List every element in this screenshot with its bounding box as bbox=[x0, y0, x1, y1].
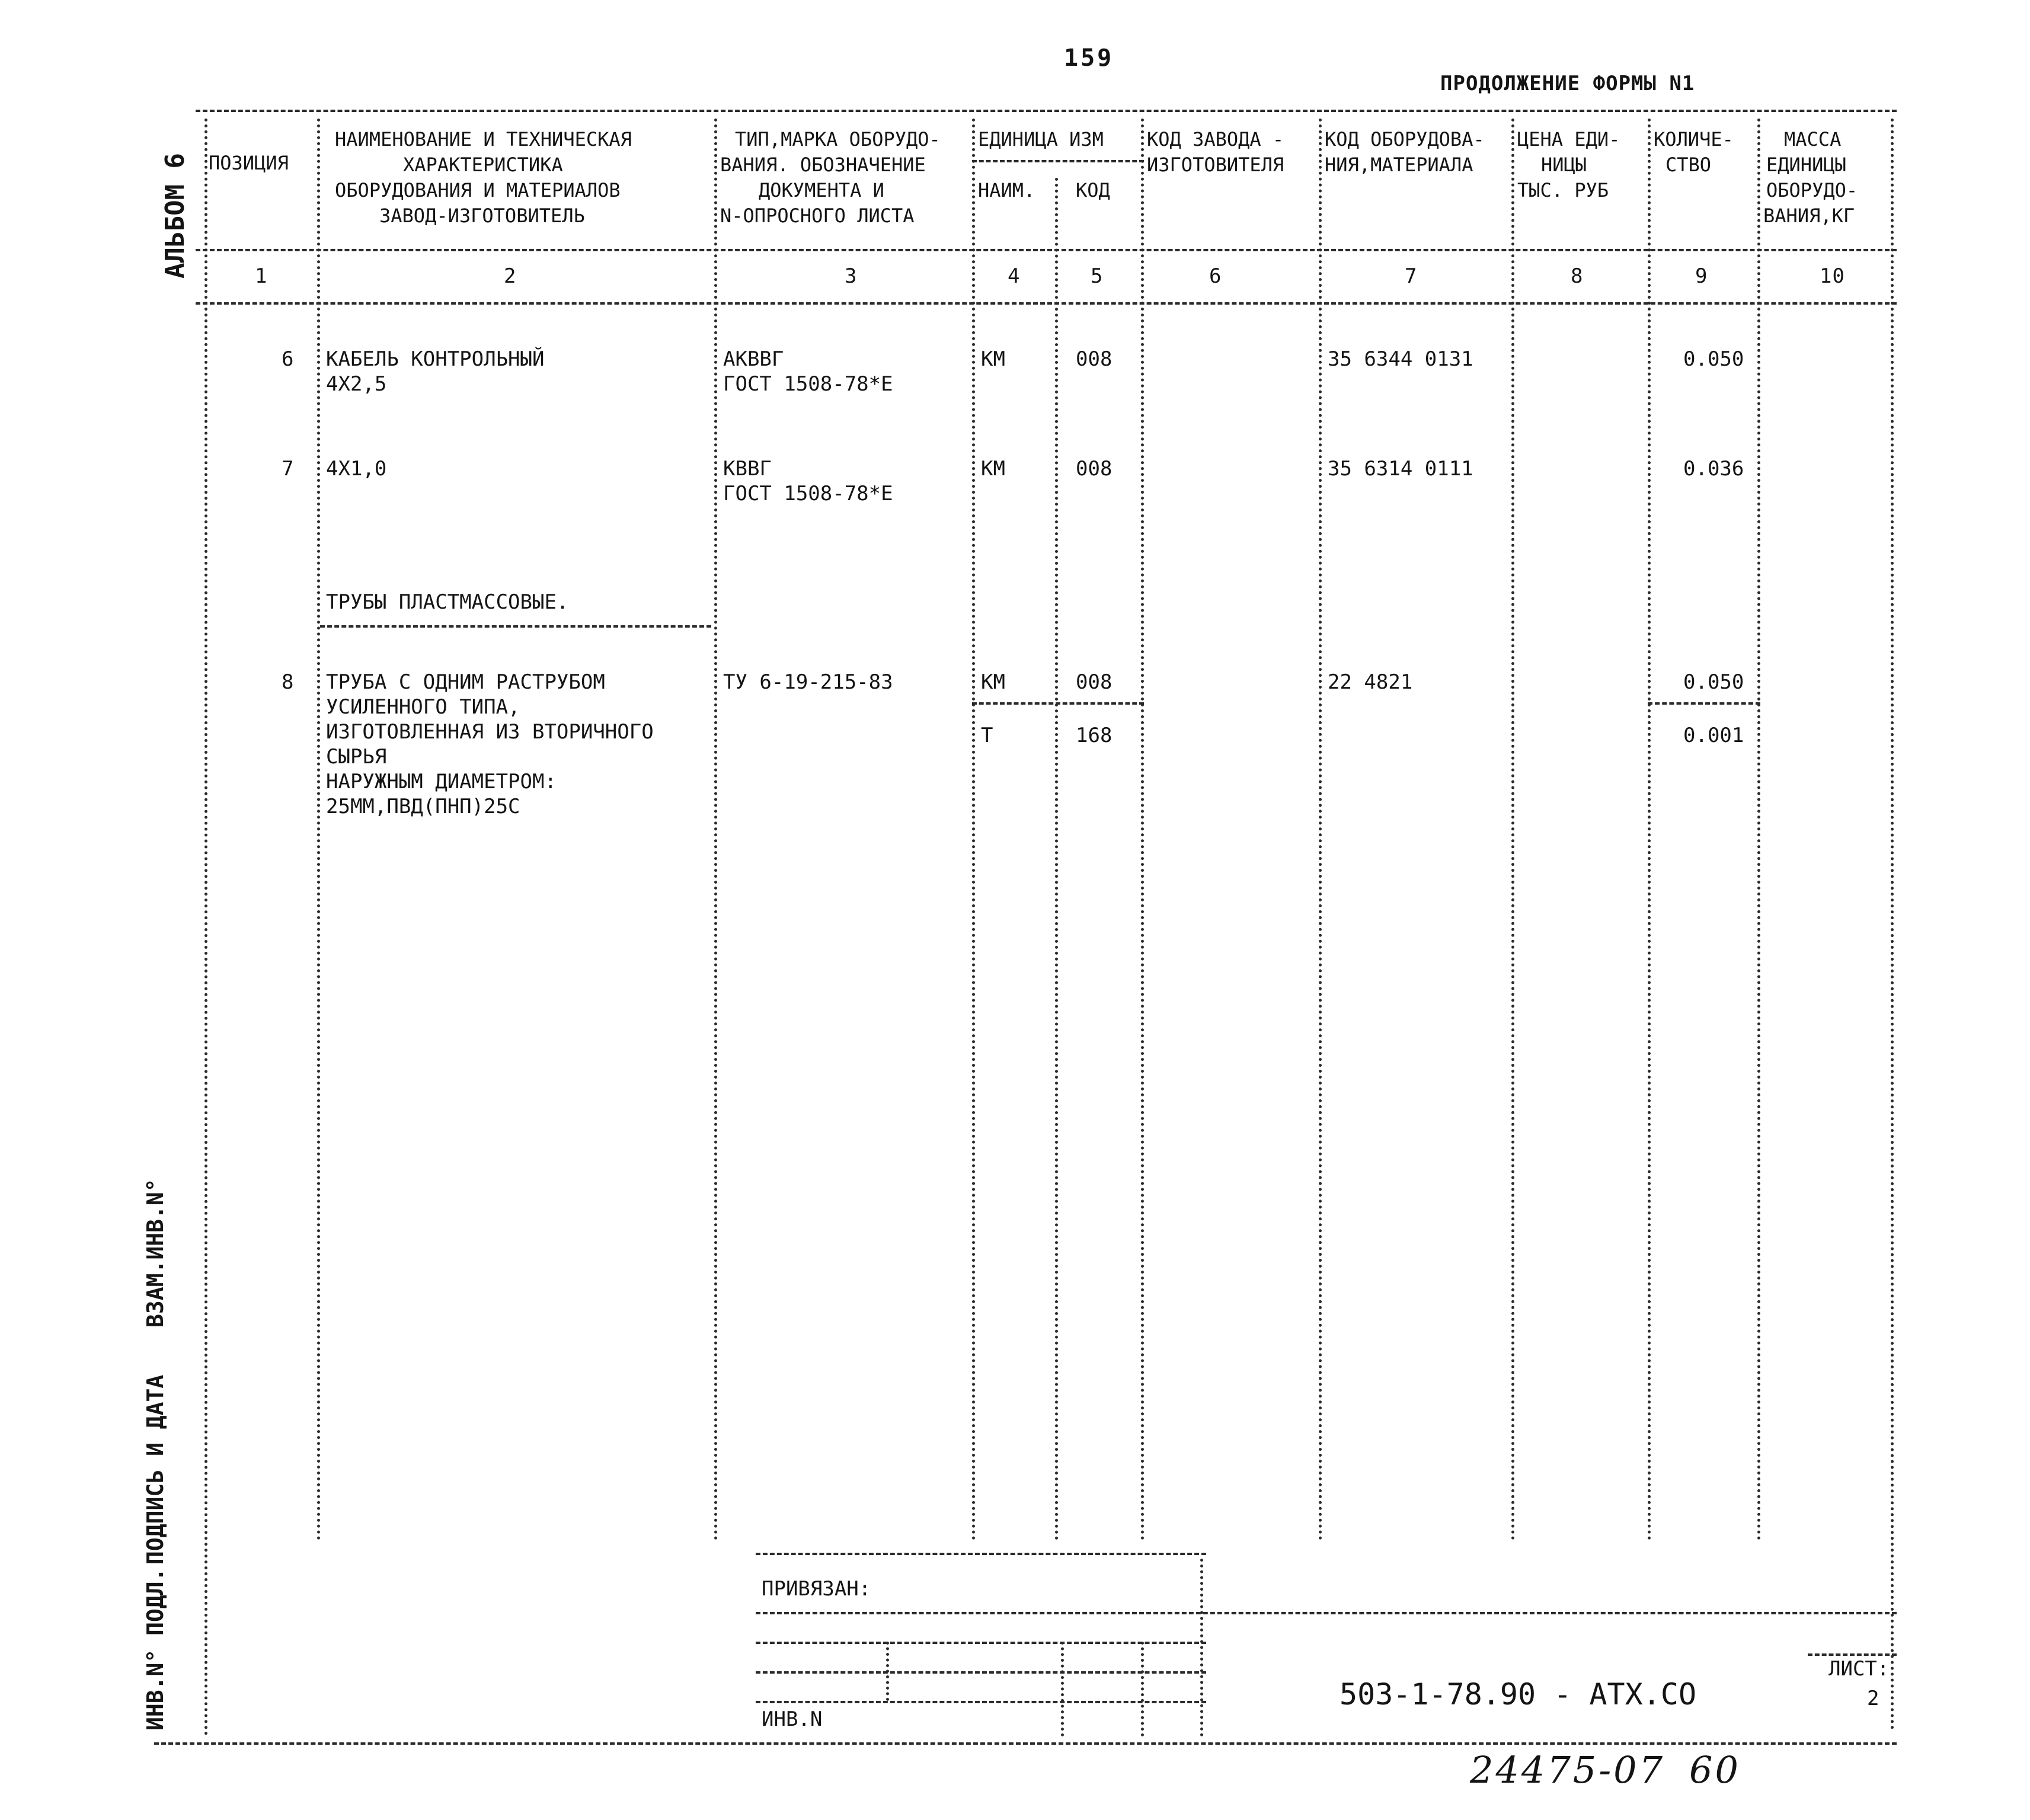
sub-rule-unit bbox=[972, 702, 1144, 705]
row8-code-2: 168 bbox=[1076, 724, 1112, 747]
col-sep-9 bbox=[1757, 119, 1760, 1541]
bottom-rule bbox=[154, 1742, 1897, 1745]
inv-label: ИНВ.N bbox=[762, 1707, 823, 1731]
row8-type: ТУ 6-19-215-83 bbox=[723, 670, 893, 694]
header-c10-l2: ЕДИНИЦЫ bbox=[1766, 153, 1846, 176]
header-c8-l1: ЦЕНА ЕДИ- bbox=[1517, 128, 1620, 151]
row6-unit: КМ bbox=[981, 347, 1005, 371]
top-rule bbox=[196, 110, 1897, 112]
album-label: АЛЬБОМ 6 bbox=[160, 153, 190, 279]
footer-sep-b bbox=[1061, 1642, 1064, 1736]
sheet-label: ЛИСТ: bbox=[1828, 1657, 1890, 1681]
row8-name-l3: ИЗГОТОВЛЕННАЯ ИЗ ВТОРИЧНОГО bbox=[326, 720, 654, 744]
row7-qty: 0.036 bbox=[1683, 457, 1744, 481]
colnum-5: 5 bbox=[1091, 264, 1104, 288]
header-c45: ЕДИНИЦА ИЗМ bbox=[978, 128, 1104, 151]
stamp-podpis-data: ПОДПИСЬ И ДАТА bbox=[142, 1374, 168, 1565]
row7-type-l2: ГОСТ 1508-78*Е bbox=[723, 482, 893, 506]
header-rule bbox=[196, 249, 1897, 251]
header-c7-l1: КОД ОБОРУДОВА- bbox=[1325, 128, 1485, 151]
header-c4: НАИМ. bbox=[978, 179, 1035, 201]
col-sep-8 bbox=[1648, 119, 1651, 1541]
row6-qty: 0.050 bbox=[1683, 347, 1744, 371]
colnum-3: 3 bbox=[845, 264, 858, 288]
header-c2-l1: НАИМЕНОВАНИЕ И ТЕХНИЧЕСКАЯ bbox=[335, 128, 632, 151]
header-c3-l2: ВАНИЯ. ОБОЗНАЧЕНИЕ bbox=[720, 153, 926, 176]
colnum-1: 1 bbox=[255, 264, 268, 288]
header-c9-l2: СТВО bbox=[1665, 153, 1712, 176]
sub-rule-qty bbox=[1648, 702, 1760, 705]
row7-name-l1: 4Х1,0 bbox=[326, 457, 387, 481]
row6-pos: 6 bbox=[282, 347, 294, 371]
header-c8-l2: НИЦЫ bbox=[1541, 153, 1587, 176]
header-c3-l1: ТИП,МАРКА ОБОРУДО- bbox=[735, 128, 941, 151]
page-number: 159 bbox=[1064, 44, 1114, 72]
col-sep-10 bbox=[1891, 119, 1894, 1731]
row6-type-l2: ГОСТ 1508-78*Е bbox=[723, 372, 893, 396]
header-c6-l1: КОД ЗАВОДА - bbox=[1147, 128, 1284, 151]
row8-name-l6: 25ММ,ПВД(ПНП)25С bbox=[326, 795, 520, 818]
row7-matcode: 35 6314 0111 bbox=[1328, 457, 1473, 481]
row6-name-l1: КАБЕЛЬ КОНТРОЛЬНЫЙ bbox=[326, 347, 545, 371]
section-heading: ТРУБЫ ПЛАСТМАССОВЫЕ. bbox=[326, 590, 569, 614]
header-c2-l4: ЗАВОД-ИЗГОТОВИТЕЛЬ bbox=[379, 204, 585, 227]
colnum-rule bbox=[196, 302, 1897, 305]
col-sep-6 bbox=[1319, 119, 1322, 1541]
sheet-rule bbox=[1808, 1653, 1897, 1656]
footer-rule-d bbox=[756, 1671, 1206, 1674]
row6-name-l2: 4Х2,5 bbox=[326, 372, 387, 396]
colnum-2: 2 bbox=[504, 264, 517, 288]
row8-qty-2: 0.001 bbox=[1683, 724, 1744, 747]
col-sep-1 bbox=[317, 119, 320, 1541]
row8-name-l2: УСИЛЕННОГО ТИПА, bbox=[326, 695, 520, 719]
header-c10-l1: МАССА bbox=[1784, 128, 1842, 151]
header-c10-l3: ОБОРУДО- bbox=[1766, 179, 1858, 201]
row8-name-l4: СЫРЬЯ bbox=[326, 745, 387, 769]
col-sep-4 bbox=[1055, 178, 1058, 1541]
col-sep-7 bbox=[1511, 119, 1514, 1541]
header-unit-rule bbox=[972, 160, 1144, 162]
footer-rule-c bbox=[756, 1642, 1206, 1644]
sheet-number: 2 bbox=[1867, 1687, 1879, 1710]
row8-unit-1: КМ bbox=[981, 670, 1005, 694]
stamp-inv-podl: ИНВ.N° ПОДЛ. bbox=[142, 1568, 168, 1731]
header-c7-l2: НИЯ,МАТЕРИАЛА bbox=[1325, 153, 1473, 176]
row8-pos: 8 bbox=[282, 670, 294, 694]
row7-unit: КМ bbox=[981, 457, 1005, 481]
handwritten-number: 24475-07 bbox=[1470, 1748, 1665, 1792]
footer-rule-e bbox=[756, 1701, 1206, 1703]
row6-code: 008 bbox=[1076, 347, 1112, 371]
continuation-title: ПРОДОЛЖЕНИЕ ФОРМЫ N1 bbox=[1440, 72, 1695, 95]
header-c9-l1: КОЛИЧЕ- bbox=[1654, 128, 1734, 151]
row8-name-l1: ТРУБА С ОДНИМ РАСТРУБОМ bbox=[326, 670, 605, 694]
row8-code-1: 008 bbox=[1076, 670, 1112, 694]
col-sep-3 bbox=[972, 119, 975, 1541]
trubi-underline bbox=[320, 625, 711, 628]
colnum-9: 9 bbox=[1695, 264, 1708, 288]
col-sep-5 bbox=[1141, 119, 1144, 1541]
footer-sep-a bbox=[1200, 1559, 1203, 1736]
doc-code: 503-1-78.90 - АТХ.СО bbox=[1340, 1677, 1697, 1712]
header-c3-l3: ДОКУМЕНТА И bbox=[759, 179, 884, 201]
header-c8-l3: ТЫС. РУБ bbox=[1517, 179, 1609, 201]
footer-sep-c bbox=[1141, 1642, 1144, 1736]
row8-matcode: 22 4821 bbox=[1328, 670, 1413, 694]
colnum-4: 4 bbox=[1008, 264, 1021, 288]
header-c2-l2: ХАРАКТЕРИСТИКА bbox=[403, 153, 563, 176]
row8-unit-2: Т bbox=[981, 724, 993, 747]
col-sep-2 bbox=[714, 119, 717, 1541]
colnum-7: 7 bbox=[1405, 264, 1418, 288]
header-c1: ПОЗИЦИЯ bbox=[209, 152, 289, 174]
row6-matcode: 35 6344 0131 bbox=[1328, 347, 1473, 371]
row8-name-l5: НАРУЖНЫМ ДИАМЕТРОМ: bbox=[326, 770, 557, 794]
footer-rule-b bbox=[756, 1612, 1897, 1614]
header-c5: КОД bbox=[1076, 179, 1110, 201]
colnum-8: 8 bbox=[1571, 264, 1584, 288]
colnum-6: 6 bbox=[1209, 264, 1222, 288]
row7-type-l1: КВВГ bbox=[723, 457, 772, 481]
col-sep-0 bbox=[204, 119, 207, 1736]
colnum-10: 10 bbox=[1820, 264, 1845, 288]
row7-pos: 7 bbox=[282, 457, 294, 481]
header-c10-l4: ВАНИЯ,КГ bbox=[1763, 204, 1855, 227]
handwritten-page: 60 bbox=[1689, 1748, 1741, 1792]
privyazan-label: ПРИВЯЗАН: bbox=[762, 1577, 871, 1601]
header-c6-l2: ИЗГОТОВИТЕЛЯ bbox=[1147, 153, 1284, 176]
header-c3-l4: N-ОПРОСНОГО ЛИСТА bbox=[720, 204, 915, 227]
row7-code: 008 bbox=[1076, 457, 1112, 481]
footer-rule-a bbox=[756, 1553, 1206, 1555]
row8-qty-1: 0.050 bbox=[1683, 670, 1744, 694]
footer-sep-d bbox=[886, 1642, 889, 1701]
stamp-vzam-inv: ВЗАМ.ИНВ.N° bbox=[142, 1178, 168, 1328]
header-c2-l3: ОБОРУДОВАНИЯ И МАТЕРИАЛОВ bbox=[335, 179, 621, 201]
row6-type-l1: АКВВГ bbox=[723, 347, 784, 371]
